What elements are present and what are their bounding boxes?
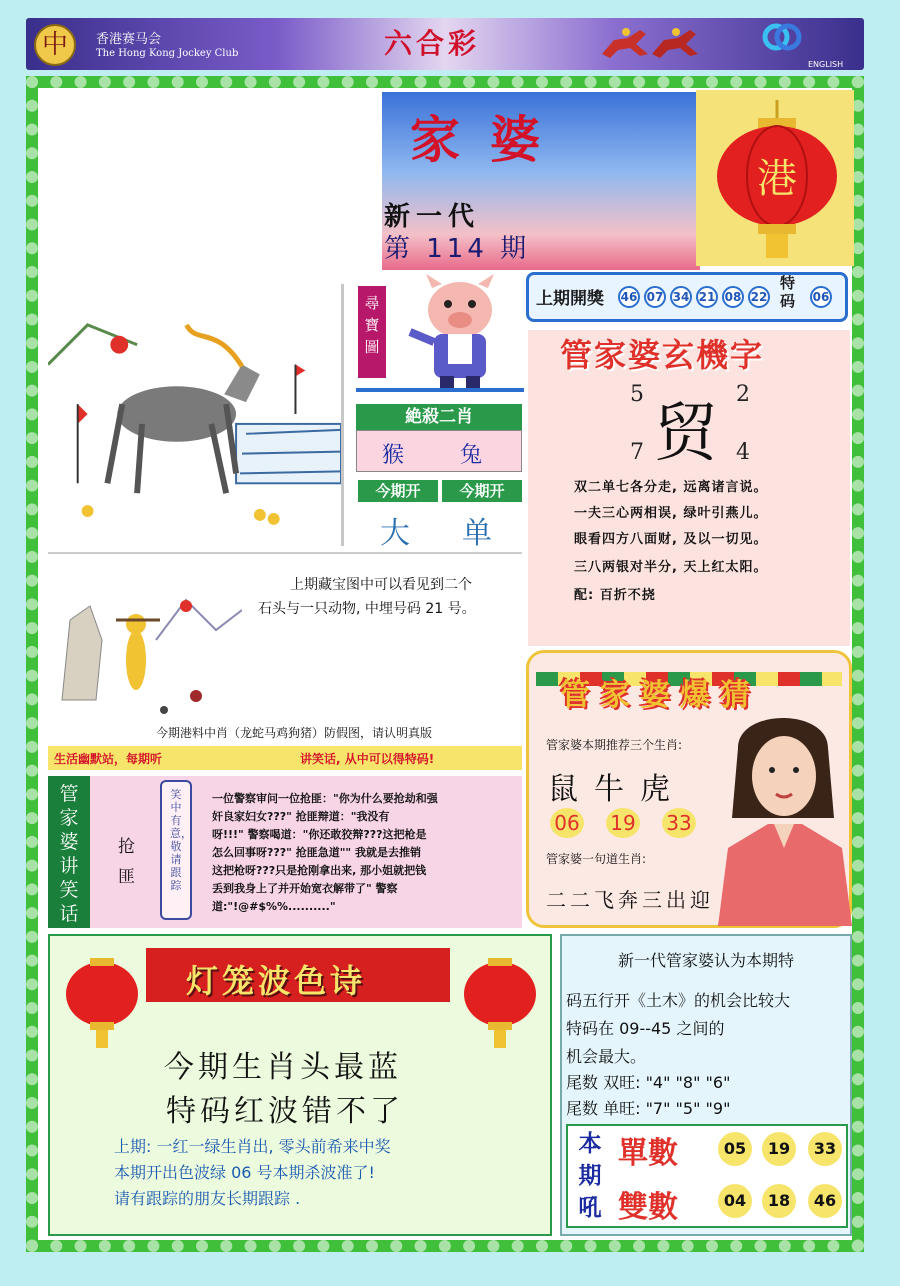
last-draw-ball: 46 (618, 286, 640, 308)
poem-line2: 特码红波错不了 (166, 1094, 404, 1129)
joke-line: 丢到我身上了并开始宽衣解带了" 警察 (212, 882, 398, 895)
special-ball: 06 (810, 286, 832, 308)
poem-sub3: 请有跟踪的朋友长期跟踪 . (114, 1189, 301, 1208)
jockey-club-logo[interactable]: 中 (34, 24, 76, 66)
banner-subtitle: 新一代 (384, 202, 481, 232)
analysis-line: 尾数 双旺: "4" "8" "6" (566, 1073, 731, 1092)
granny-zodiacs: 鼠牛虎 (548, 772, 686, 807)
red-lantern-icon (462, 950, 538, 1050)
joke-line: 奸良家妇女???" 抢匪辩道："我没有 (212, 810, 390, 823)
club-name-en: The Hong Kong Jockey Club (96, 48, 239, 59)
humor-strip-right: 讲笑话, 从中可以得特码! (300, 752, 435, 766)
joke-line: 呀!!!" 警察喝道："你还敢狡辩???这把枪是 (212, 828, 427, 841)
joke-side-text: 管家婆讲笑话 (59, 783, 79, 925)
analysis-line: 机会最大。 (566, 1047, 647, 1066)
kill-zodiac-title: 絶殺二肖 (356, 404, 522, 430)
granny-line1: 管家婆本期推荐三个生肖: (546, 738, 683, 752)
poem-sub2: 本期开出色波绿 06 号本期杀波准了! (114, 1163, 375, 1182)
granny-ball: 06 (550, 808, 584, 838)
goat-treasure-picture (48, 284, 344, 546)
granny-title: 管家婆爆猜 (560, 678, 760, 713)
joke-tag (160, 780, 192, 920)
joke-tag-text: 笑中有意，敬请跟踪 (170, 788, 192, 892)
joke-line: 一位警察审问一位抢匪："你为什么要抢劫和强 (212, 792, 438, 805)
joke-side-label (48, 776, 90, 928)
xuanji-num: 7 (630, 440, 644, 465)
analysis-line: 尾数 单旺: "7" "5" "9" (566, 1099, 731, 1118)
kill-zodiac-b: 兔 (460, 443, 483, 468)
poem-sub1: 上期: 一红一绿生肖出, 零头前希来中奖 (114, 1137, 391, 1156)
red-lantern-icon (64, 950, 140, 1050)
racing-horses-icon (596, 20, 706, 64)
granny-ball: 19 (606, 808, 640, 838)
xuanji-line: 眼看四方八面财, 及以一切见。 (574, 532, 768, 547)
english-link[interactable]: ENGLISH (808, 60, 844, 69)
odd-ball: 05 (718, 1132, 752, 1166)
woman-portrait-image (718, 708, 852, 926)
divider (356, 388, 524, 392)
banner-title: 家婆 (410, 110, 570, 169)
last-draw-ball: 08 (722, 286, 744, 308)
treasure-map-label: 尋寶圖 (358, 286, 386, 378)
poem-title: 灯笼波色诗 (186, 962, 367, 1000)
even-ball: 46 (808, 1184, 842, 1218)
pig-mascot-icon (400, 272, 520, 390)
treasure-text-line2: 石头与一只动物, 中埋号码 21 号。 (258, 601, 476, 617)
red-lantern-icon (712, 100, 842, 260)
joke-line: 这把枪呀???只是抢刚拿出来, 那小姐就把钱 (212, 864, 427, 877)
granny-line2: 管家婆一句道生肖: (546, 852, 647, 866)
analysis-line: 新一代管家婆认为本期特 (618, 951, 795, 970)
english-site-icon[interactable] (760, 22, 804, 52)
xuanji-line: 双二单七各分走, 远离诸言说。 (574, 480, 768, 495)
joke-line: 道:"!@#$%%.........." (212, 900, 336, 913)
last-draw-ball: 21 (696, 286, 718, 308)
xuanji-char: 贸 (654, 397, 718, 471)
treasure-text-line1: 上期藏宝图中可以看见到二个 (290, 577, 472, 593)
last-draw-ball: 07 (644, 286, 666, 308)
xuanji-num: 4 (736, 440, 750, 465)
club-name-cn: 香港赛马会 (96, 32, 162, 47)
this-issue-label-2: 今期开 (442, 480, 522, 502)
last-draw-ball: 34 (670, 286, 692, 308)
last-draw-label: 上期開獎 (536, 289, 604, 309)
last-draw-ball: 22 (748, 286, 770, 308)
issue-number: 第 114 期 (384, 234, 531, 264)
kill-zodiac-a: 猴 (382, 443, 405, 468)
xuanji-title: 管家婆玄機字 (560, 336, 765, 374)
blank-panel (38, 90, 382, 270)
monkey-mountain-picture (56, 560, 242, 720)
analysis-line: 特码在 09--45 之间的 (566, 1019, 725, 1038)
granny-line3: 二二飞奔三出迎 (546, 888, 714, 912)
lottery-title: 六合彩 (384, 27, 481, 60)
this-issue-value-2: 单 (462, 516, 492, 551)
joke-line: 怎么回事呀???" 抢匪急道"" 我就是去推销 (212, 846, 421, 859)
even-label: 雙數 (618, 1190, 678, 1225)
special-label: 特码 (780, 274, 796, 310)
even-ball: 04 (718, 1184, 752, 1218)
xuanji-num: 5 (630, 382, 644, 407)
treasure-caption: 今期港料中肖（龙蛇马鸡狗猪）防假图，请认明真版 (156, 726, 433, 740)
granny-ball: 33 (662, 808, 696, 838)
lantern-char: 港 (757, 156, 797, 202)
odd-ball: 33 (808, 1132, 842, 1166)
kill-zodiac-box (356, 430, 522, 472)
this-issue-label-1: 今期开 (358, 480, 438, 502)
xuanji-line: 配: 百折不挠 (574, 588, 656, 603)
this-issue-value-1: 大 (380, 516, 410, 551)
box-label: 本期吼 (578, 1131, 602, 1221)
joke-title: 抢匪 (118, 837, 135, 887)
odd-ball: 19 (762, 1132, 796, 1166)
xuanji-num: 2 (736, 382, 750, 407)
analysis-line: 码五行开《土木》的机会比较大 (566, 991, 791, 1010)
odd-label: 單數 (618, 1136, 678, 1171)
odd-even-grid (566, 1124, 848, 1228)
even-ball: 18 (762, 1184, 796, 1218)
xuanji-line: 三八两银对半分, 天上红太阳。 (574, 560, 768, 575)
poem-line1: 今期生肖头最蓝 (164, 1050, 402, 1085)
xuanji-line: 一夫三心两相误, 绿叶引燕儿。 (574, 506, 768, 521)
humor-strip-left: 生活幽默站，每期听 (54, 752, 163, 766)
